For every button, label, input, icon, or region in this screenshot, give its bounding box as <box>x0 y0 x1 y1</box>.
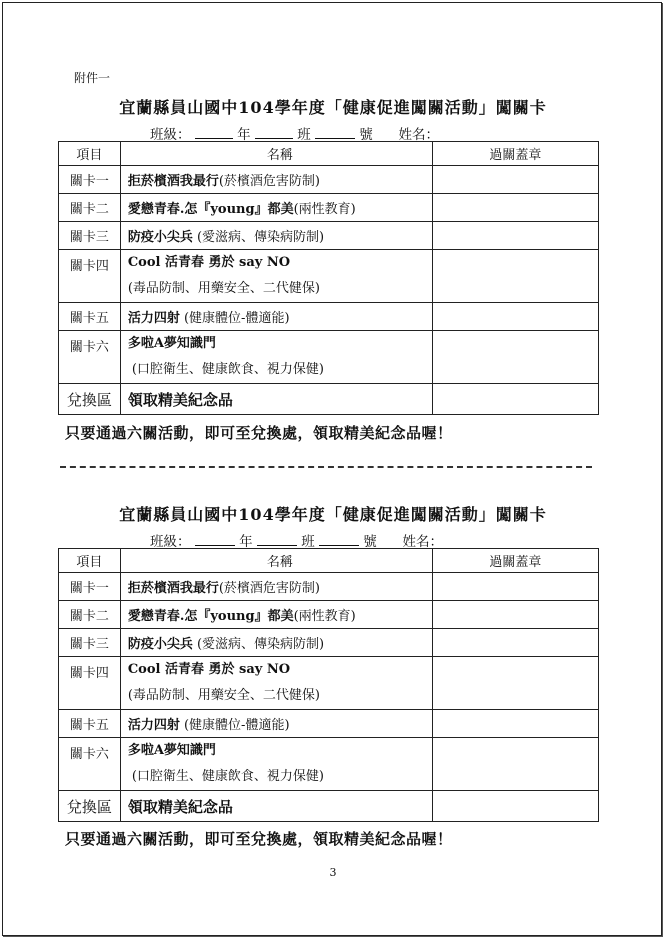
student-info-line <box>150 530 443 550</box>
stage-label: 關卡二 <box>59 194 121 222</box>
stamp-cell[interactable] <box>432 657 598 710</box>
number-blank[interactable] <box>315 126 355 139</box>
stamp-cell[interactable] <box>432 331 598 384</box>
stage-title: 愛戀青春.怎『young』都美 <box>127 202 294 217</box>
stage-label: 關卡四 <box>59 250 121 303</box>
header-stamp: 過關蓋章 <box>432 549 598 573</box>
stage-desc: (愛滋病、傳染病防制) <box>196 230 325 245</box>
stage-label: 關卡三 <box>59 629 121 657</box>
stage-desc: (毒品防制、用藥安全、二代健保) <box>127 281 320 296</box>
stage-desc: (菸檳酒危害防制) <box>218 581 320 596</box>
redeem-text: 領取精美紀念品 <box>120 791 432 822</box>
grade-blank[interactable] <box>195 533 235 546</box>
header-item: 項目 <box>59 142 121 166</box>
class-blank[interactable] <box>255 126 293 139</box>
stamp-cell[interactable] <box>432 710 598 738</box>
footer-note: 只要通過六關活動，即可至兌換處，領取精美紀念品喔！ <box>65 830 453 848</box>
stage-label: 關卡六 <box>59 738 121 791</box>
stage-title: Cool 活青春 勇於 say NO <box>127 662 291 677</box>
stage-name <box>120 303 432 331</box>
table-row <box>59 657 599 710</box>
stage-title: 防疫小尖兵 <box>127 637 193 652</box>
stage-title: 拒菸檳酒我最行 <box>127 174 219 189</box>
redeem-text: 領取精美紀念品 <box>120 384 432 415</box>
class-label: 班級： <box>150 534 191 550</box>
class-blank[interactable] <box>257 533 297 546</box>
class-unit-label: 班 <box>301 534 315 550</box>
stamp-cell[interactable] <box>432 303 598 331</box>
stage-name <box>120 738 432 791</box>
redeem-label: 兌換區 <box>59 791 121 822</box>
stage-name <box>120 194 432 222</box>
stage-desc: (口腔衛生、健康飲食、視力保健) <box>131 362 324 377</box>
stage-label: 關卡五 <box>59 303 121 331</box>
stage-label: 關卡一 <box>59 573 121 601</box>
table-header-row <box>59 142 599 166</box>
table-row <box>59 738 599 791</box>
stamp-cell[interactable] <box>432 194 598 222</box>
table-row <box>59 710 599 738</box>
redeem-stamp-cell[interactable] <box>432 384 598 415</box>
stage-title: 防疫小尖兵 <box>127 230 193 245</box>
stage-name <box>120 629 432 657</box>
stage-name <box>120 222 432 250</box>
card-title: 宜蘭縣員山國中104學年度「健康促進闖關活動」闖關卡 <box>119 98 547 117</box>
name-label: 姓名： <box>398 127 440 143</box>
stage-title: 多啦A夢知識門 <box>127 336 216 351</box>
header-name: 名稱 <box>120 142 432 166</box>
stage-desc: (健康體位-體適能) <box>183 718 290 733</box>
stage-desc: (兩性教育) <box>293 202 356 217</box>
grade-label: 年 <box>239 534 253 550</box>
redeem-row <box>59 384 599 415</box>
redeem-label: 兌換區 <box>59 384 121 415</box>
stage-label: 關卡六 <box>59 331 121 384</box>
table-header-row <box>59 549 599 573</box>
stamp-cell[interactable] <box>432 738 598 791</box>
stage-title: 拒菸檳酒我最行 <box>127 581 219 596</box>
number-label: 號 <box>359 127 373 143</box>
number-blank[interactable] <box>319 533 359 546</box>
stage-name <box>120 331 432 384</box>
stamp-cell[interactable] <box>432 601 598 629</box>
name-label: 姓名： <box>402 534 444 550</box>
student-info-line <box>150 123 439 143</box>
header-item: 項目 <box>59 549 121 573</box>
table-row <box>59 331 599 384</box>
stage-title: Cool 活青春 勇於 say NO <box>127 255 291 270</box>
stage-desc: (兩性教育) <box>293 609 356 624</box>
stamp-cell[interactable] <box>432 222 598 250</box>
stage-label: 關卡四 <box>59 657 121 710</box>
stage-name <box>120 166 432 194</box>
class-label: 班級： <box>150 127 191 143</box>
cut-line <box>60 466 592 468</box>
challenge-card-table <box>58 548 599 822</box>
redeem-stamp-cell[interactable] <box>432 791 598 822</box>
table-row <box>59 629 599 657</box>
stamp-cell[interactable] <box>432 250 598 303</box>
card-title: 宜蘭縣員山國中104學年度「健康促進闖關活動」闖關卡 <box>119 505 547 524</box>
stage-title: 多啦A夢知識門 <box>127 743 216 758</box>
table-row <box>59 303 599 331</box>
header-stamp: 過關蓋章 <box>432 142 598 166</box>
table-row <box>59 222 599 250</box>
stage-desc: (健康體位-體適能) <box>183 311 290 326</box>
stage-desc: (菸檳酒危害防制) <box>218 174 320 189</box>
redeem-row <box>59 791 599 822</box>
stage-name <box>120 250 432 303</box>
stamp-cell[interactable] <box>432 629 598 657</box>
stage-desc: (口腔衛生、健康飲食、視力保健) <box>131 769 324 784</box>
challenge-card-table <box>58 141 599 415</box>
table-row <box>59 250 599 303</box>
table-row <box>59 601 599 629</box>
stage-name <box>120 657 432 710</box>
table-row <box>59 194 599 222</box>
stage-name <box>120 573 432 601</box>
stage-name <box>120 710 432 738</box>
footer-note: 只要通過六關活動，即可至兌換處，領取精美紀念品喔！ <box>65 424 453 442</box>
number-label: 號 <box>363 534 377 550</box>
stamp-cell[interactable] <box>432 573 598 601</box>
stage-name <box>120 601 432 629</box>
stage-desc: (毒品防制、用藥安全、二代健保) <box>127 688 320 703</box>
table-row <box>59 573 599 601</box>
stage-title: 活力四射 <box>127 311 180 326</box>
stage-label: 關卡五 <box>59 710 121 738</box>
stage-desc: (愛滋病、傳染病防制) <box>196 637 325 652</box>
table-row <box>59 166 599 194</box>
stage-label: 關卡二 <box>59 601 121 629</box>
stage-label: 關卡一 <box>59 166 121 194</box>
stage-title: 愛戀青春.怎『young』都美 <box>127 609 294 624</box>
class-unit-label: 班 <box>297 127 311 143</box>
stamp-cell[interactable] <box>432 166 598 194</box>
grade-label: 年 <box>237 127 251 143</box>
header-name: 名稱 <box>120 549 432 573</box>
stage-title: 活力四射 <box>127 718 180 733</box>
grade-blank[interactable] <box>195 126 233 139</box>
stage-label: 關卡三 <box>59 222 121 250</box>
page-number: 3 <box>329 866 337 879</box>
attachment-label: 附件一 <box>74 71 111 85</box>
